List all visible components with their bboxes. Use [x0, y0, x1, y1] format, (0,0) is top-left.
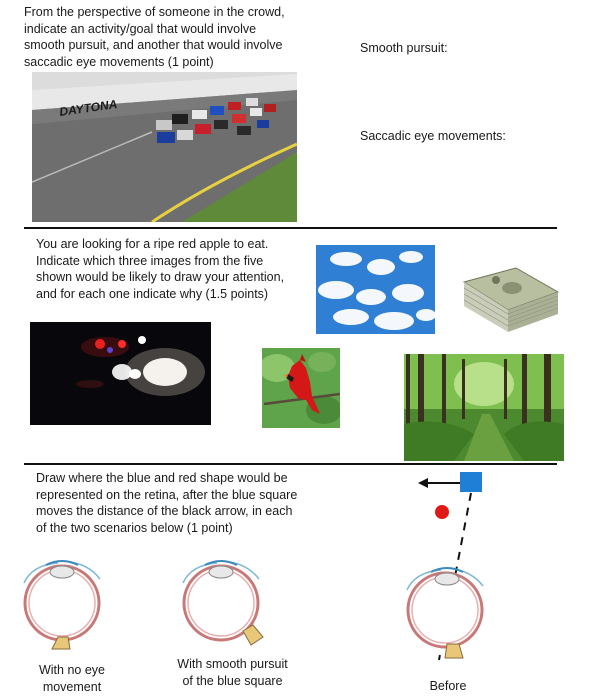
caption-no-eye-movement: With no eye movement: [38, 663, 105, 694]
smooth-pursuit-label: Smooth pursuit:: [360, 41, 448, 55]
daytona-sign-text: DAYTONA: [58, 97, 119, 119]
eye-no-movement: [24, 561, 100, 649]
saccadic-label: Saccadic eye movements:: [360, 129, 506, 143]
eye-before: [407, 568, 483, 658]
black-arrow: [418, 478, 460, 488]
question-2-prompt: You are looking for a ripe red apple to eat. Indicate which three images from the five shown would be likely to draw your attention, and for each one indicate why (1.5 points): [36, 237, 285, 301]
question-1-prompt: From the perspective of someone in the crowd, indicate an activity/goal that would involve smooth pursuit, and another that would involve saccadic eye movements (1 point): [24, 5, 285, 69]
blue-square: [460, 472, 482, 492]
red-dot: [435, 505, 449, 519]
question-3-prompt: Draw where the blue and red shape would be represented on the retina, after the blue square moves the distance of the black arrow, in each of the two scenarios below (1 point): [36, 471, 298, 535]
caption-smooth-pursuit: With smooth pursuit of the blue square: [177, 657, 288, 688]
eye-smooth-pursuit: [183, 561, 263, 645]
caption-before: Before: [429, 679, 467, 693]
